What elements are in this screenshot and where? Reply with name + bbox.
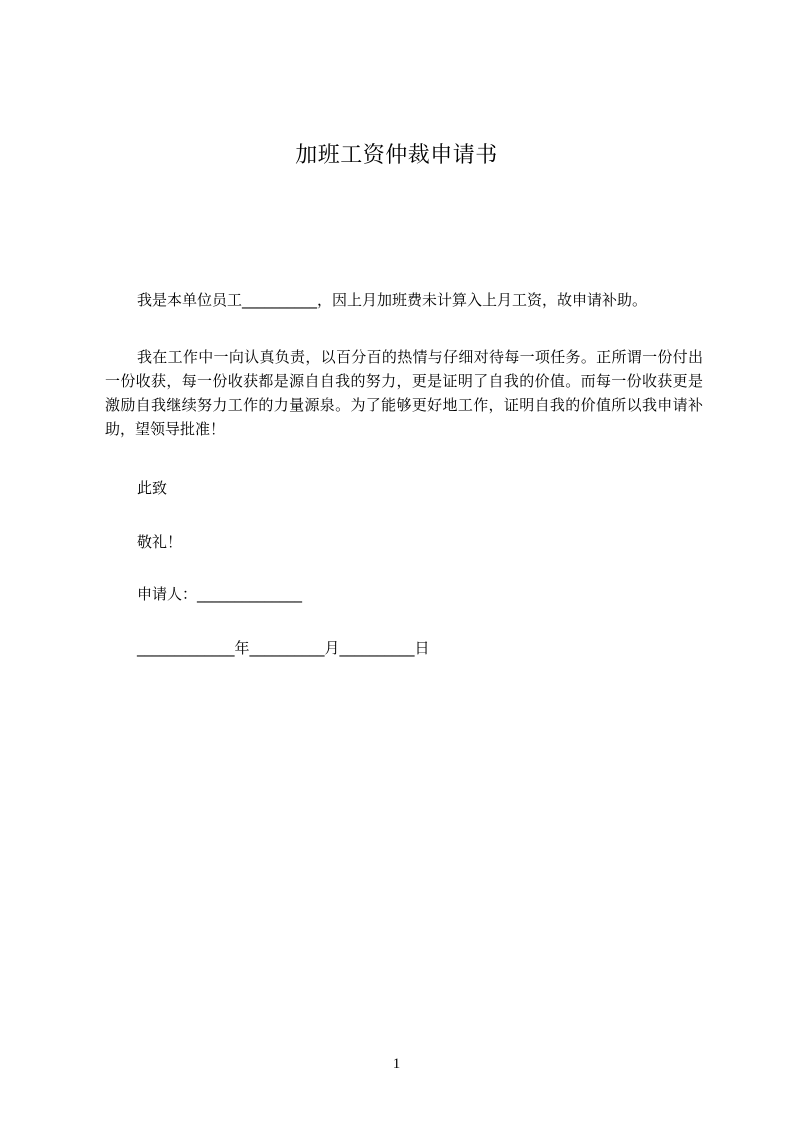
page-number: 1 [392, 1056, 401, 1072]
closing-regards: 敬礼！ [137, 533, 183, 551]
date-line: _____________年__________月__________日 [137, 639, 430, 657]
body-paragraph: 我在工作中一向认真负责，以百分百的热情与仔细对待每一项任务。正所谓一份付出一份收获，每一份收获都是源自自我的努力，更是证明了自我的价值。而每一份收获更是激励自我继续努力工作的力量源泉。为了能够更好地工作，证明自我的价值所以我申请补助，望领导批准！ [105, 348, 703, 438]
applicant-line: 申请人：______________ [137, 585, 303, 603]
document-title: 加班工资仲裁申请书 [295, 143, 498, 168]
closing-salutation: 此致 [137, 479, 168, 497]
intro-line: 我是本单位员工__________，因上月加班费未计算入上月工资，故申请补助。 [137, 291, 648, 309]
